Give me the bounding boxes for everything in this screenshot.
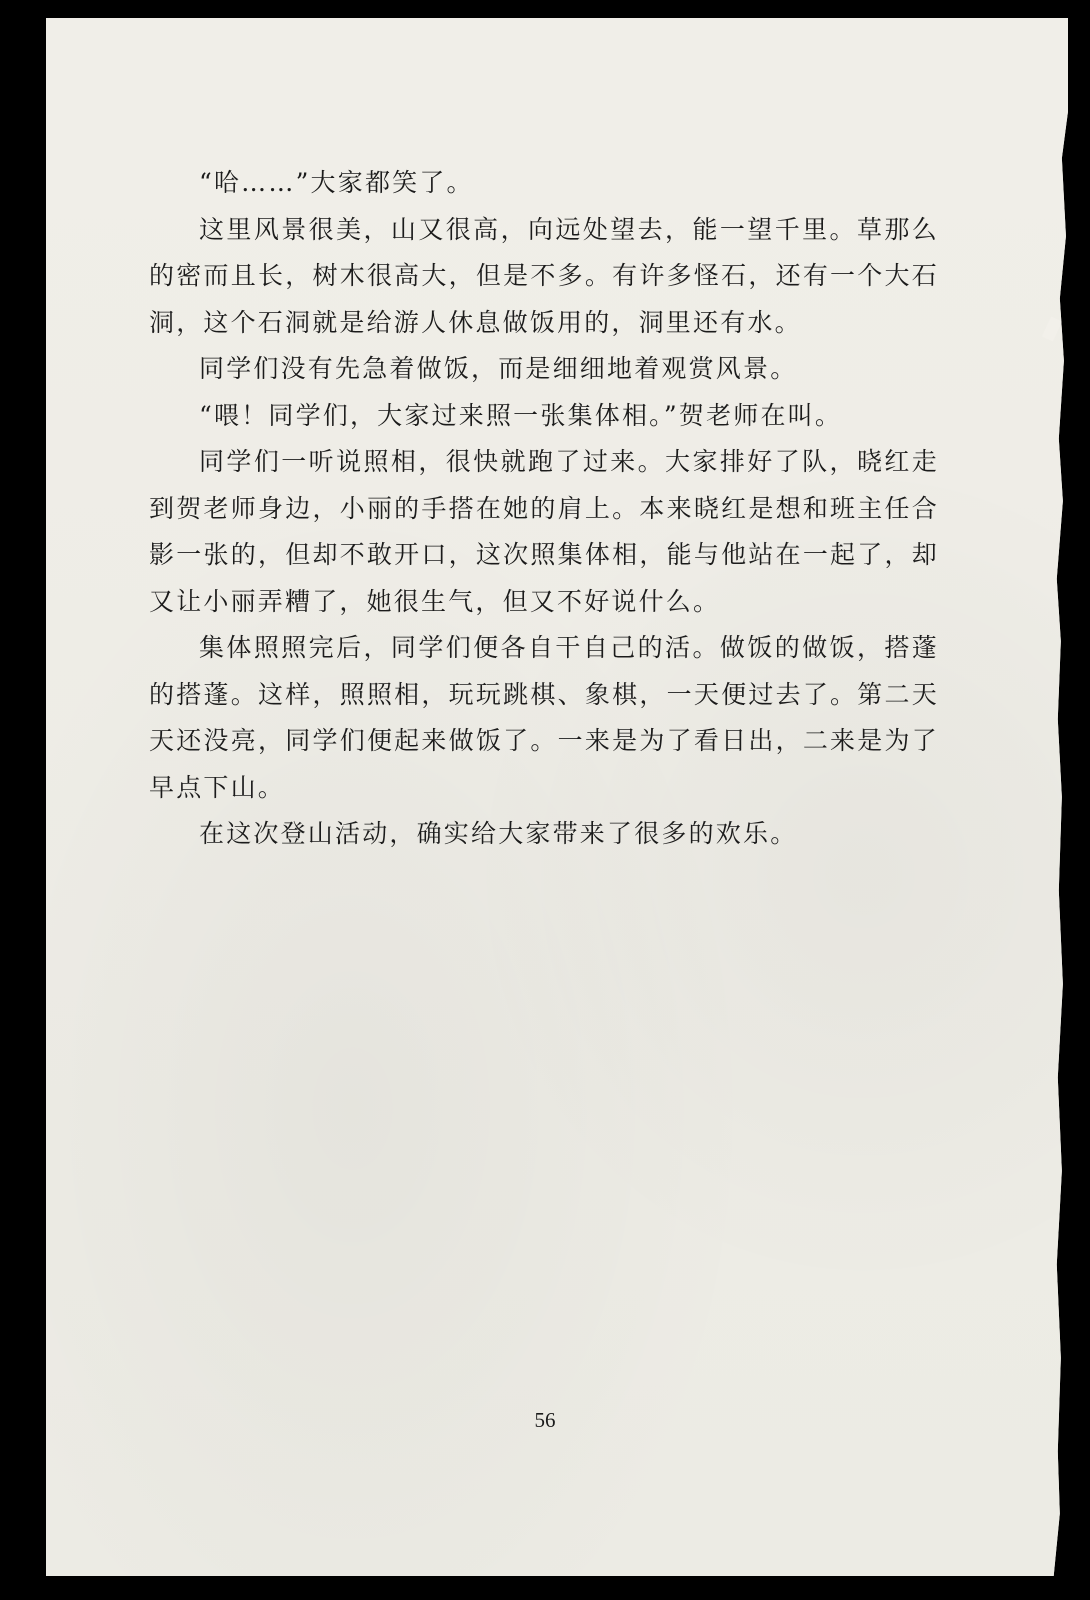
paragraph: 在这次登山活动，确实给大家带来了很多的欢乐。 (199, 819, 798, 848)
page-number: 56 (534, 1408, 556, 1432)
page-body-text (149, 160, 939, 858)
page-tear-mark (1042, 316, 1062, 341)
paragraph: 集体照照完后，同学们便各自干自己的活。做饭的做饭，搭蓬的搭蓬。这样，照照相，玩玩跳棋、象棋，一天便过去了。第二天天还没亮，同学们便起来做饭了。一来是为了看日出，二来是为了早点下山。 (149, 633, 939, 802)
paragraph: 同学们一听说照相，很快就跑了过来。大家排好了队，晓红走到贺老师身边，小丽的手搭在她的肩上。本来晓红是想和班主任合影一张的，但却不敢开口，这次照集体相，能与他站在一起了，却又让小丽弄糟了，她很生气，但又不好说什么。 (149, 447, 939, 616)
paragraph: “喂！同学们，大家过来照一张集体相。”贺老师在叫。 (199, 400, 843, 430)
paragraph: 同学们没有先急着做饭，而是细细地着观赏风景。 (199, 354, 798, 383)
paragraph: “哈……”大家都笑了。 (199, 168, 474, 197)
paragraph: 这里风景很美，山又很高，向远处望去，能一望千里。草那么的密而且长，树木很高大，但是不多。有许多怪石，还有一个大石洞，这个石洞就是给游人休息做饭用的，洞里还有水。 (149, 214, 939, 337)
